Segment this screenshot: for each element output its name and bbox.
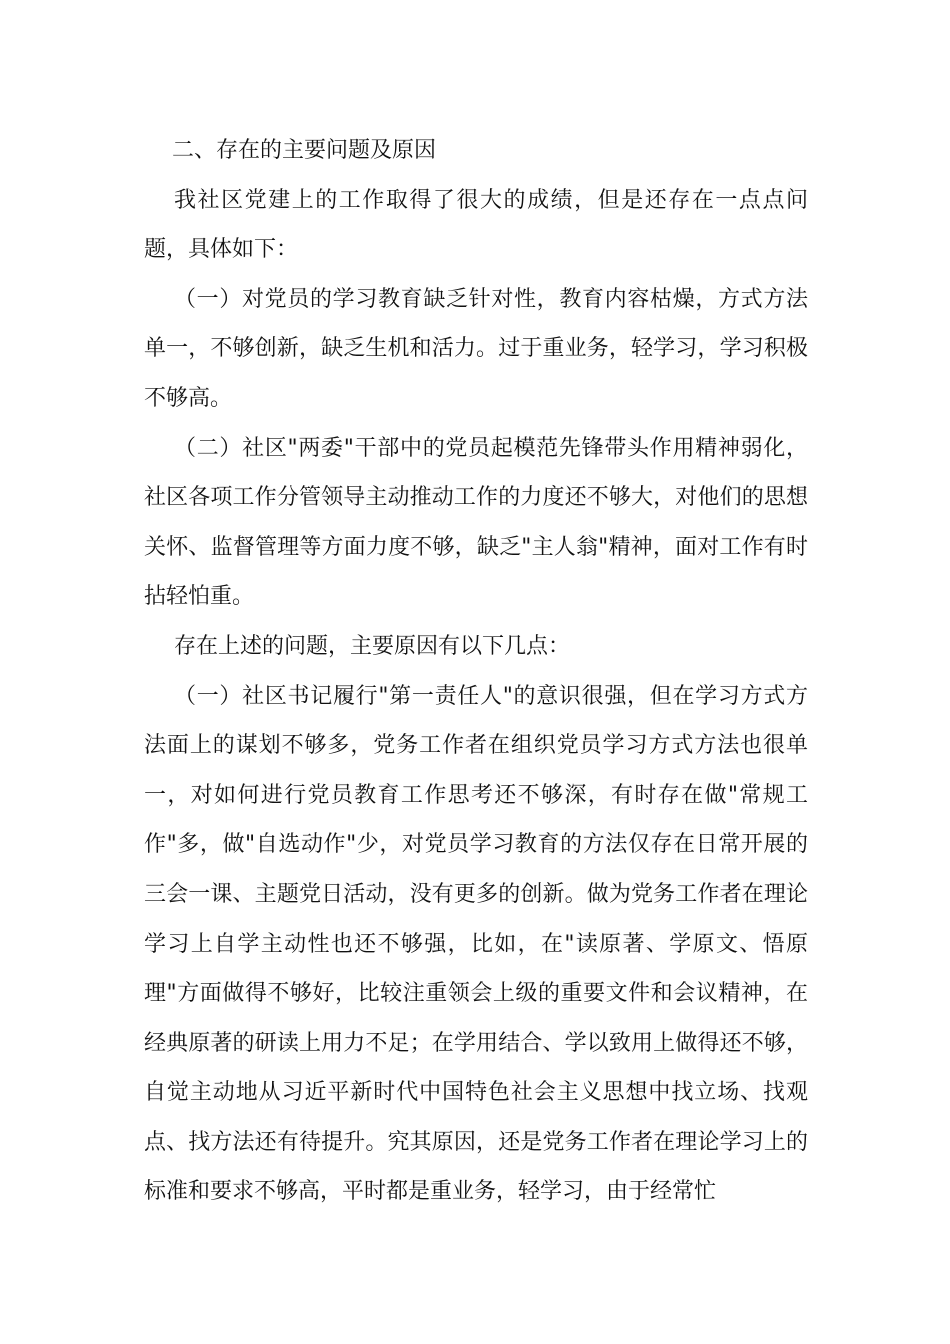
paragraph-problem-2: （二）社区"两委"干部中的党员起模范先锋带头作用精神弱化，社区各项工作分管领导主动推动工作的力度还不够大，对他们的思想关怀、监督管理等方面力度不够，缺乏"主人翁"精神，面对工作有时拈轻怕重。 [144,435,808,610]
document-body [144,126,808,1217]
section-heading: 二、存在的主要问题及原因 [172,138,437,163]
paragraph-intro: 我社区党建上的工作取得了很大的成绩，但是还存在一点点问题，具体如下： [144,187,808,263]
paragraph-causes-intro: 存在上述的问题，主要原因有以下几点： [174,633,571,659]
paragraph-cause-1: （一）社区书记履行"第一责任人"的意识很强，但在学习方式方法面上的谋划不够多，党务工作者在组织党员学习方式方法也很单一，对如何进行党员教育工作思考还不够深，有时存在做"常规工作"多，做"自选动作"少，对党员学习教育的方法仅存在日常开展的三会一课、主题党日活动，没有更多的创新。做为党务工作者在理论学习上自学主动性也还不够强，比如，在"读原著、学原文、悟原理"方面做得不够好，比较注重领会上级的重要文件和会议精神，在经典原著的研读上用力不足；在学用结合、学以致用上做得还不够，自觉主动地从习近平新时代中国特色社会主义思想中找立场、找观点、找方法还有待提升。究其原因，还是党务工作者在理论学习上的标准和要求不够高，平时都是重业务，轻学习，由于经常忙 [144,683,808,1205]
paragraph-problem-1: （一）对党员的学习教育缺乏针对性，教育内容枯燥，方式方法单一，不够创新，缺乏生机和活力。过于重业务，轻学习，学习积极不够高。 [144,286,808,411]
